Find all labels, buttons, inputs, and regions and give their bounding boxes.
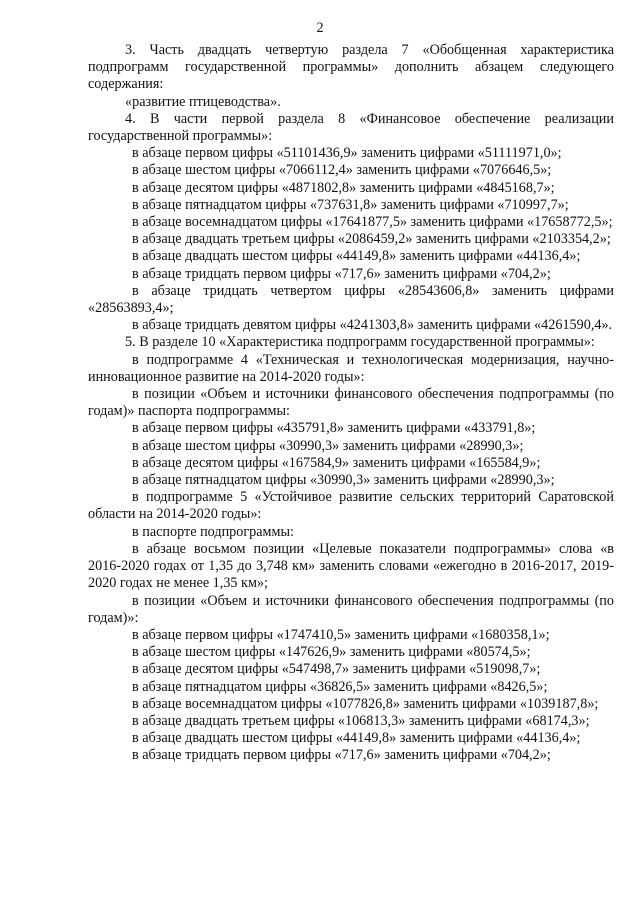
page-number: 2 [316, 20, 324, 36]
paragraph: в абзаце десятом цифры «167584,9» заменить цифрами «165584,9»; [132, 454, 541, 471]
paragraph: в абзаце пятнадцатом цифры «36826,5» заменить цифрами «8426,5»; [132, 678, 548, 695]
paragraph: в абзаце тридцать первом цифры «717,6» заменить цифрами «704,2»; [132, 747, 551, 764]
paragraph: в позиции «Объем и источники финансового обеспечения подпрограммы (по годам)» паспорта подпрограммы: [88, 386, 614, 420]
paragraph: в абзаце шестом цифры «7066112,4» заменить цифрами «7076646,5»; [132, 162, 552, 179]
paragraph: в подпрограмме 4 «Техническая и технологическая модернизация, научно-инновационное развитие на 2014-2020 годы»: [88, 351, 614, 385]
paragraph: в абзаце тридцать девятом цифры «4241303,8» заменить цифрами «4261590,4». [132, 317, 613, 334]
paragraph: в абзаце первом цифры «1747410,5» заменить цифрами «1680358,1»; [132, 626, 550, 643]
paragraph: в абзаце восьмом позиции «Целевые показатели подпрограммы» слова «в 2016-2020 годах от 1,35 до 3,748 км» заменить словами «ежегодно в 2016-2017, 2019-2020 годах не менее 1,35 км»; [88, 540, 614, 592]
paragraph: в абзаце двадцать третьем цифры «106813,3» заменить цифрами «68174,3»; [132, 712, 590, 729]
paragraph: в абзаце десятом цифры «4871802,8» заменить цифрами «4845168,7»; [132, 179, 555, 196]
paragraph: в абзаце тридцать первом цифры «717,6» заменить цифрами «704,2»; [132, 265, 551, 282]
paragraph: в позиции «Объем и источники финансового обеспечения подпрограммы (по годам)»: [88, 592, 614, 626]
paragraph: в абзаце пятнадцатом цифры «30990,3» заменить цифрами «28990,3»; [132, 472, 555, 489]
document-body [88, 42, 614, 765]
paragraph: в абзаце тридцать четвертом цифры «28543606,8» заменить цифрами «28563893,4»; [88, 282, 614, 317]
paragraph: в абзаце двадцать шестом цифры «44149,8» заменить цифрами «44136,4»; [132, 248, 581, 265]
paragraph: в абзаце шестом цифры «30990,3» заменить цифрами «28990,3»; [132, 437, 524, 454]
paragraph: в абзаце восемнадцатом цифры «1077826,8» заменить цифрами «1039187,8»; [132, 695, 599, 712]
paragraph: в абзаце пятнадцатом цифры «737631,8» заменить цифрами «710997,7»; [132, 196, 569, 213]
paragraph: «развитие птицеводства». [125, 93, 281, 110]
paragraph: 3. Часть двадцать четвертую раздела 7 «Обобщенная характеристика подпрограмм государственной программы» дополнить абзацем следующего содержания: [88, 42, 614, 93]
paragraph: в абзаце двадцать третьем цифры «2086459,2» заменить цифрами «2103354,2»; [132, 231, 611, 248]
paragraph: в абзаце восемнадцатом цифры «17641877,5» заменить цифрами «17658772,5»; [132, 214, 613, 231]
paragraph: в паспорте подпрограммы: [132, 523, 294, 540]
paragraph: 4. В части первой раздела 8 «Финансовое обеспечение реализации государственной программы»: [88, 110, 614, 145]
paragraph: в абзаце первом цифры «435791,8» заменить цифрами «433791,8»; [132, 420, 536, 437]
paragraph: в абзаце двадцать шестом цифры «44149,8» заменить цифрами «44136,4»; [132, 730, 581, 747]
paragraph: в подпрограмме 5 «Устойчивое развитие сельских территорий Саратовской области на 2014-2020 годы»: [88, 489, 614, 523]
paragraph: 5. В разделе 10 «Характеристика подпрограмм государственной программы»: [125, 334, 595, 351]
paragraph: в абзаце шестом цифры «147626,9» заменить цифрами «80574,5»; [132, 644, 531, 661]
paragraph: в абзаце первом цифры «51101436,9» заменить цифрами «51111971,0»; [132, 145, 562, 162]
paragraph: в абзаце десятом цифры «547498,7» заменить цифрами «519098,7»; [132, 661, 541, 678]
